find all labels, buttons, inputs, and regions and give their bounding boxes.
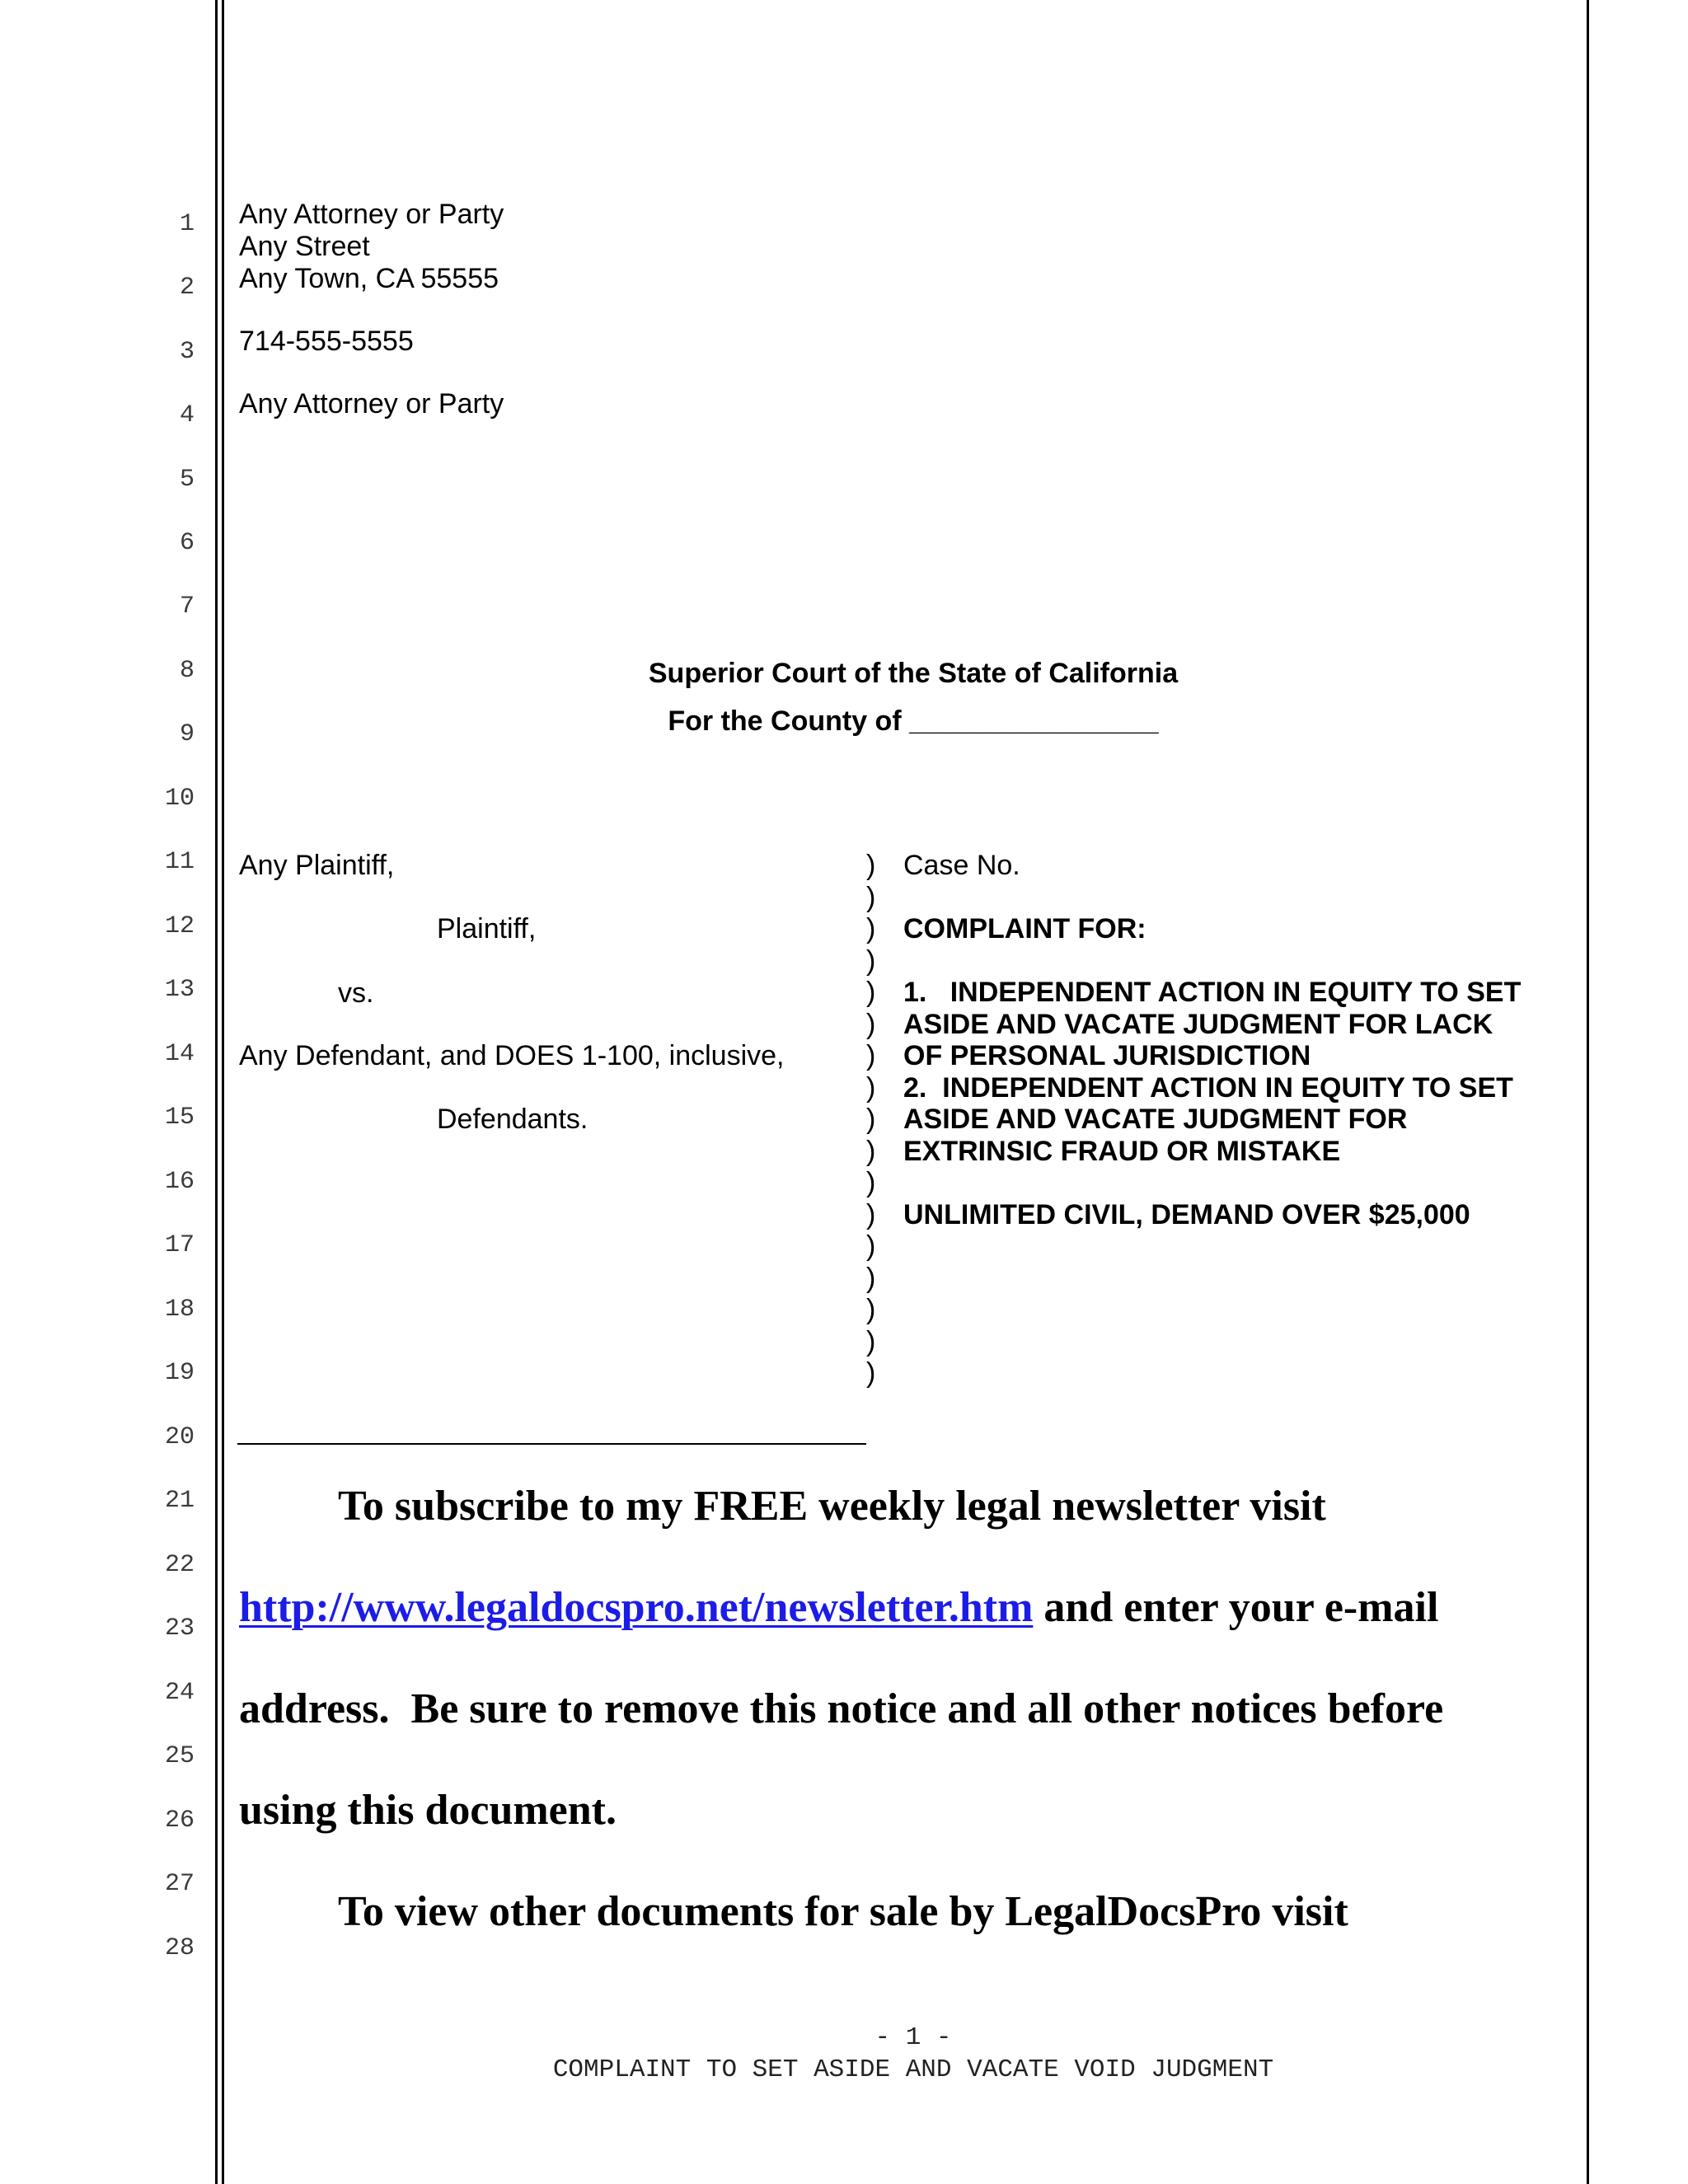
line-number: 15 <box>164 1104 195 1132</box>
line-number: 12 <box>164 912 195 940</box>
line-number: 10 <box>164 785 195 813</box>
notice-line-2-rest: and enter your e-mail <box>1033 1584 1439 1631</box>
caption-paren: ) <box>866 1040 876 1071</box>
notice-line-3: address. Be sure to remove this notice and all other notices before <box>239 1685 1444 1732</box>
claim-1-line: OF PERSONAL JURISDICTION <box>903 1040 1311 1071</box>
page-number: - 1 - <box>874 2023 952 2052</box>
caption-paren: ) <box>866 1294 876 1325</box>
line-number: 24 <box>164 1679 195 1707</box>
caption-paren: ) <box>866 945 876 977</box>
line-number: 13 <box>164 976 195 1004</box>
line-number: 7 <box>179 593 195 621</box>
demand-statement: UNLIMITED CIVIL, DEMAND OVER $25,000 <box>903 1199 1470 1230</box>
defendant-name: Any Defendant, and DOES 1-100, inclusive, <box>239 1040 785 1071</box>
newsletter-link[interactable]: http://www.legaldocspro.net/newsletter.htm <box>239 1584 1034 1631</box>
line-number: 6 <box>179 529 195 557</box>
claim-1-line: 1. INDEPENDENT ACTION IN EQUITY TO SET <box>903 977 1522 1008</box>
caption-paren: ) <box>866 850 876 881</box>
caption-paren: ) <box>866 1263 876 1294</box>
caption-separator <box>237 1443 866 1445</box>
court-county: For the County of ________________ <box>668 705 1159 737</box>
claim-1-line: ASIDE AND VACATE JUDGMENT FOR LACK <box>903 1009 1493 1040</box>
line-number: 1 <box>179 210 195 238</box>
line-number: 16 <box>164 1168 195 1196</box>
line-number: 8 <box>179 657 195 685</box>
caption-paren: ) <box>866 882 876 913</box>
line-number: 3 <box>179 338 195 366</box>
line-number: 19 <box>164 1359 195 1387</box>
line-number: 23 <box>164 1615 195 1643</box>
caption-paren: ) <box>866 1136 876 1167</box>
complaint-for-heading: COMPLAINT FOR: <box>903 913 1146 944</box>
line-number: 27 <box>164 1870 195 1898</box>
attorney-street: Any Street <box>239 231 370 262</box>
caption-paren: ) <box>866 1009 876 1040</box>
line-number: 9 <box>179 720 195 748</box>
line-number: 2 <box>179 274 195 302</box>
versus: vs. <box>338 977 374 1009</box>
notice-line-4: using this document. <box>239 1787 617 1834</box>
plaintiff-role: Plaintiff, <box>437 913 537 944</box>
court-name: Superior Court of the State of California <box>648 658 1179 689</box>
notice-line-1: To subscribe to my FREE weekly legal newsletter visit <box>338 1483 1326 1530</box>
line-number: 26 <box>164 1807 195 1835</box>
notice-line-5: To view other documents for sale by LegalDocsPro visit <box>338 1888 1348 1935</box>
line-number: 17 <box>164 1231 195 1259</box>
caption-paren: ) <box>866 913 876 944</box>
footer-document-title: COMPLAINT TO SET ASIDE AND VACATE VOID JUDGMENT <box>552 2055 1274 2084</box>
plaintiff-name: Any Plaintiff, <box>239 850 395 881</box>
line-number: 21 <box>164 1487 195 1515</box>
caption-paren: ) <box>866 1199 876 1230</box>
caption-paren: ) <box>866 1072 876 1104</box>
left-margin-rule-inner <box>222 0 224 2184</box>
caption-paren: ) <box>866 1167 876 1198</box>
caption-paren: ) <box>866 1357 876 1389</box>
claim-2-line: ASIDE AND VACATE JUDGMENT FOR <box>903 1104 1408 1135</box>
line-number: 28 <box>164 1934 195 1962</box>
caption-paren: ) <box>866 977 876 1008</box>
defendant-role: Defendants. <box>437 1104 588 1135</box>
left-margin-rule-outer <box>215 0 218 2184</box>
claim-2-line: EXTRINSIC FRAUD OR MISTAKE <box>903 1136 1341 1167</box>
line-number: 5 <box>179 466 195 494</box>
case-number-label: Case No. <box>903 850 1020 881</box>
attorney-for: Any Attorney or Party <box>239 388 504 419</box>
caption-paren: ) <box>866 1230 876 1262</box>
caption-paren: ) <box>866 1326 876 1357</box>
attorney-city: Any Town, CA 55555 <box>239 263 499 294</box>
attorney-phone: 714-555-5555 <box>239 326 414 357</box>
line-number: 4 <box>179 401 195 429</box>
claim-2-line: 2. INDEPENDENT ACTION IN EQUITY TO SET <box>903 1072 1513 1104</box>
attorney-name: Any Attorney or Party <box>239 199 504 230</box>
line-number: 25 <box>164 1742 195 1770</box>
line-number: 18 <box>164 1296 195 1324</box>
line-number: 11 <box>164 848 195 876</box>
caption-paren: ) <box>866 1104 876 1135</box>
right-margin-rule <box>1587 0 1589 2184</box>
line-number: 20 <box>164 1423 195 1451</box>
line-number: 14 <box>164 1040 195 1068</box>
line-number: 22 <box>164 1551 195 1579</box>
notice-line-2 <box>239 1586 1438 1629</box>
